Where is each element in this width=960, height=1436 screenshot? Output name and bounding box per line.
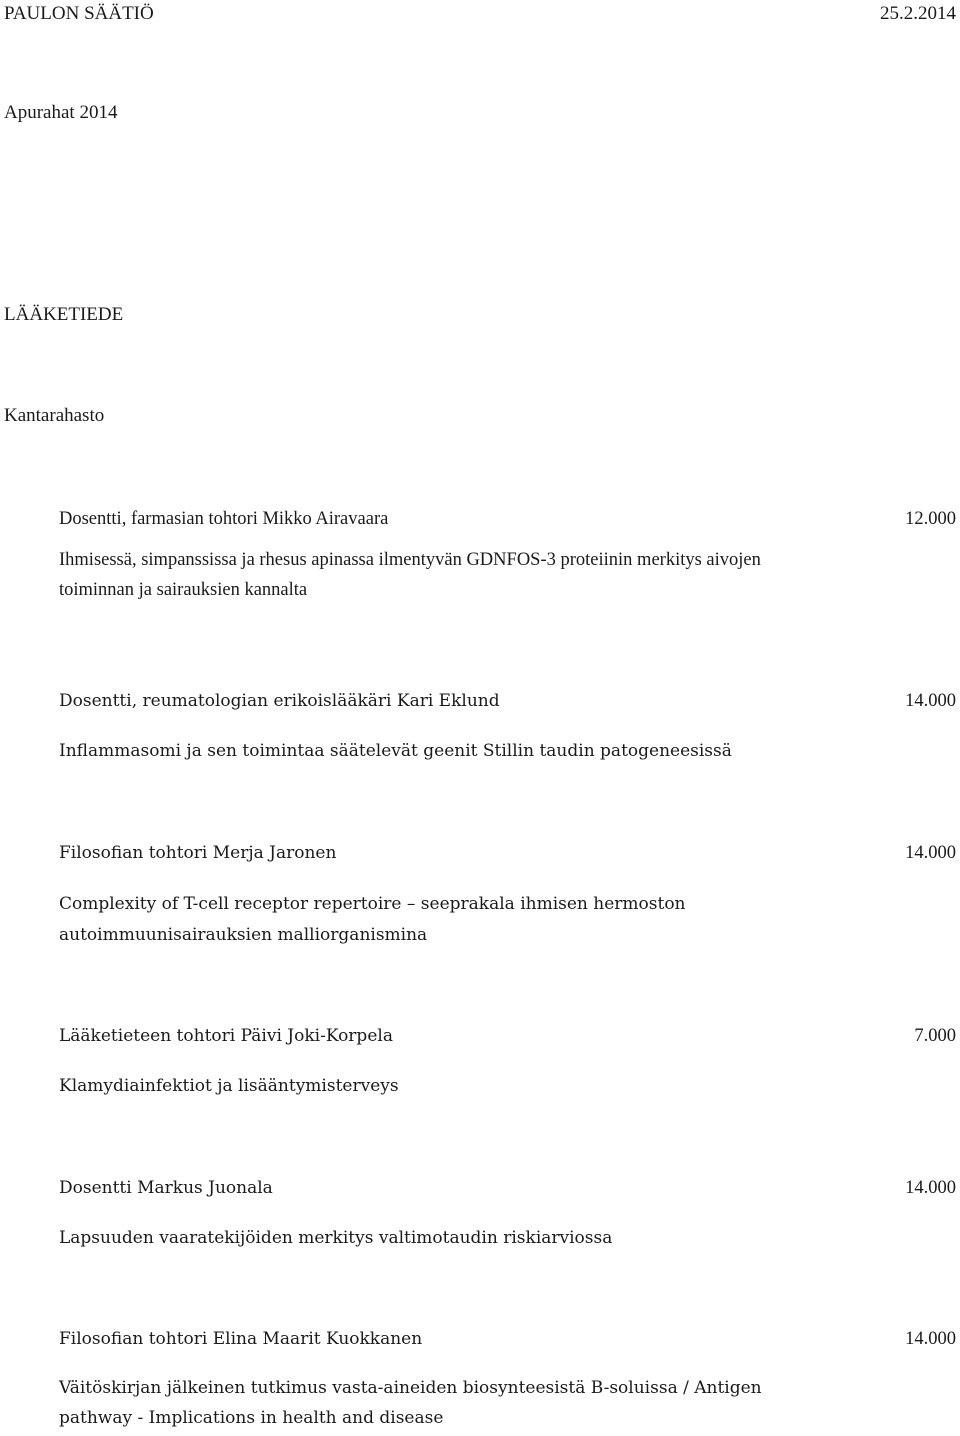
grant-entry	[59, 688, 956, 767]
grant-topic: Klamydiainfektiot ja lisääntymisterveys	[59, 1076, 399, 1096]
grant-recipient: Lääketieteen tohtori Päivi Joki-Korpela	[59, 1026, 393, 1046]
grant-amount: 14.000	[905, 1329, 956, 1349]
subsection-title: Kantarahasto	[4, 405, 105, 426]
grant-topic: Inflammasomi ja sen toimintaa säätelevät geenit Stillin taudin patogeneesissä	[59, 741, 732, 761]
grant-entry	[59, 1023, 956, 1102]
grant-recipient: Filosofian tohtori Merja Jaronen	[59, 843, 337, 863]
grant-topic: Väitöskirjan jälkeinen tutkimus vasta-aineiden biosynteesistä B-soluissa / Antigen pathway - Implications in health and disease	[59, 1378, 762, 1428]
org-name: PAULON SÄÄTIÖ	[4, 3, 154, 24]
grant-recipient: Dosentti, farmasian tohtori Mikko Airavaara	[59, 509, 389, 529]
document-date: 25.2.2014	[880, 3, 956, 24]
grant-amount: 7.000	[914, 1026, 956, 1046]
grant-header	[59, 688, 956, 714]
grant-amount: 14.000	[905, 1178, 956, 1198]
grant-topic: Lapsuuden vaaratekijöiden merkitys valtimotaudin riskiarviossa	[59, 1228, 613, 1248]
grant-amount: 14.000	[905, 691, 956, 711]
grant-header	[59, 1175, 956, 1201]
grant-entry	[59, 1175, 956, 1254]
grant-recipient: Dosentti, reumatologian erikoislääkäri Kari Eklund	[59, 691, 500, 711]
section-title: LÄÄKETIEDE	[4, 304, 124, 325]
grant-header	[59, 840, 956, 866]
grant-entry	[59, 840, 956, 951]
grant-recipient: Filosofian tohtori Elina Maarit Kuokkanen	[59, 1329, 423, 1349]
grant-amount: 14.000	[905, 843, 956, 863]
grant-header	[59, 1326, 956, 1352]
grant-recipient: Dosentti Markus Juonala	[59, 1178, 273, 1198]
grant-header	[59, 506, 956, 532]
document-title: Apurahat 2014	[4, 102, 118, 123]
grant-topic: Complexity of T-cell receptor repertoire – seeprakala ihmisen hermoston autoimmuunisairauksien malliorganismina	[59, 894, 686, 945]
grant-entry	[59, 1326, 956, 1433]
grant-topic: Ihmisessä, simpanssissa ja rhesus apinassa ilmentyvän GDNFOS-3 proteiinin merkitys aivojen toiminnan ja sairauksien kannalta	[59, 550, 761, 600]
grant-header	[59, 1023, 956, 1049]
grant-amount: 12.000	[905, 509, 956, 529]
grant-entry	[59, 506, 956, 605]
